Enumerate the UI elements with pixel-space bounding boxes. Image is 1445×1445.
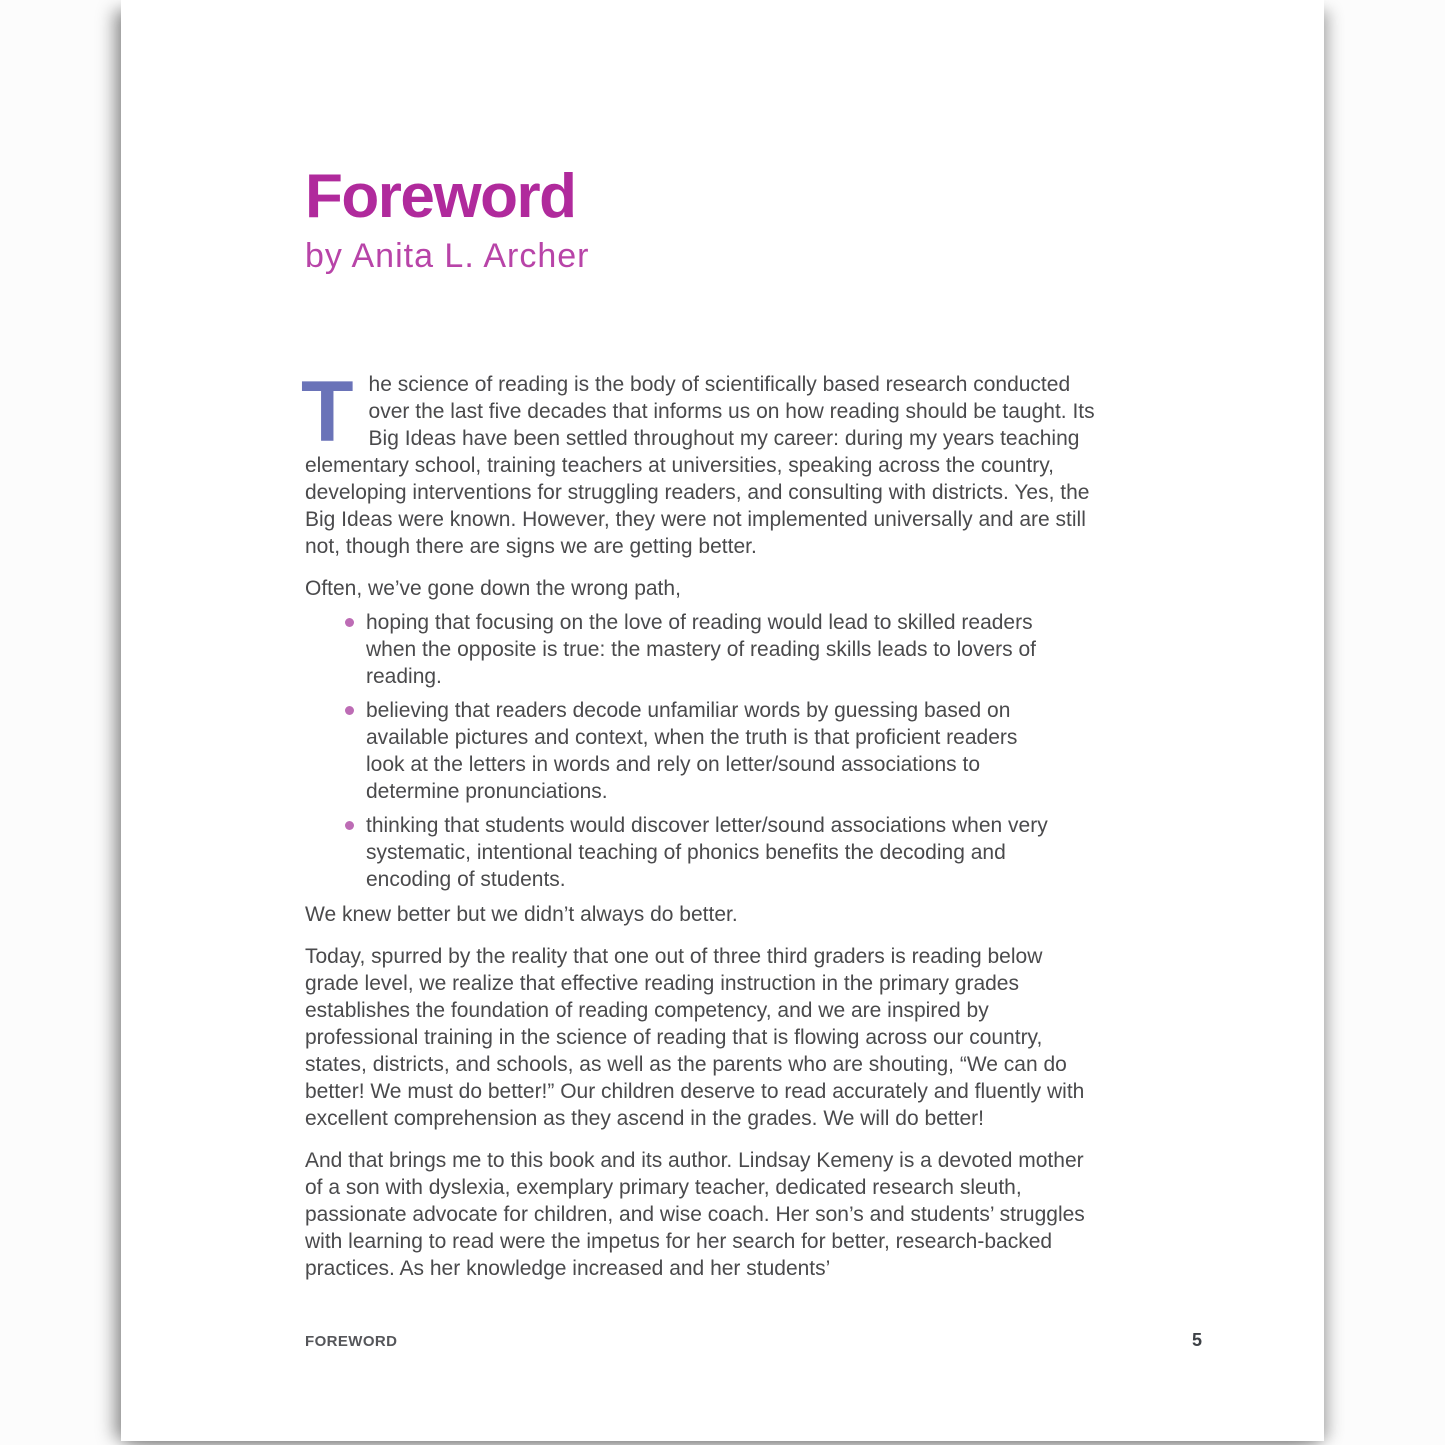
page-number: 5	[1191, 1330, 1202, 1350]
list-item-text: hoping that focusing on the love of reading would lead to skilled readers when the opposite is true: the mastery of reading skills leads to lovers of reading.	[366, 611, 1037, 689]
list-item-text: thinking that students would discover letter/sound associations when very systematic, intentional teaching of phonics benefits the decoding and encoding of students.	[366, 814, 1048, 892]
page-heading	[121, 0, 1324, 275]
list-item	[345, 697, 1057, 805]
bullet-icon	[345, 706, 354, 715]
running-footer-label: FOREWORD	[305, 1333, 398, 1350]
list-item-text: believing that readers decode unfamiliar words by guessing based on available pictures and context, when the truth is that proficient readers look at the letters in words and rely on letter/sound associations to determine pronunciations.	[366, 699, 1018, 804]
bullet-icon	[345, 618, 354, 627]
list-item	[345, 609, 1057, 690]
paragraph-author-intro: And that brings me to this book and its author. Lindsay Kemeny is a devoted mother of a son with dyslexia, exemplary primary teacher, dedicated research sleuth, passionate advocate for children, and wise coach. Her son’s and students’ struggles with learning to read were the impetus for her search for better, research-backed practices. As her knowledge increased and her students’	[305, 1149, 1085, 1281]
bullet-list	[305, 609, 1097, 893]
list-item	[345, 812, 1057, 893]
page-footer	[305, 1330, 1202, 1351]
chapter-title: Foreword	[305, 162, 576, 231]
paragraph-list-intro: Often, we’ve gone down the wrong path,	[305, 577, 681, 601]
paragraph-opening-text: he science of reading is the body of scientifically based research conducted over the last five decades that informs us on how reading should be taught. Its Big Ideas have been settled throughout my career: during my years teaching elementary school, training teachers at universities, speaking across the country, developing interventions for struggling readers, and consulting with districts. Yes, the Big Ideas were known. However, they were not implemented universally and are still not, though there are signs we are getting better.	[305, 373, 1095, 559]
book-page	[121, 0, 1324, 1441]
chapter-author: by Anita L. Archer	[305, 237, 590, 275]
drop-cap: T	[301, 364, 354, 461]
body-text	[301, 364, 1097, 1282]
bullet-icon	[345, 821, 354, 830]
paragraph-conclusion: We knew better but we didn’t always do better.	[305, 903, 738, 927]
paragraph-today: Today, spurred by the reality that one out of three third graders is reading below grade level, we realize that effective reading instruction in the primary grades establishes the foundation of reading competency, and we are inspired by professional training in the science of reading that is flowing across our country, states, districts, and schools, as well as the parents who are shouting, “We can do better! We must do better!” Our children deserve to read accurately and fluently with excellent comprehension as they ascend in the grades. We will do better!	[305, 945, 1085, 1131]
paragraph-opening	[301, 364, 1097, 560]
